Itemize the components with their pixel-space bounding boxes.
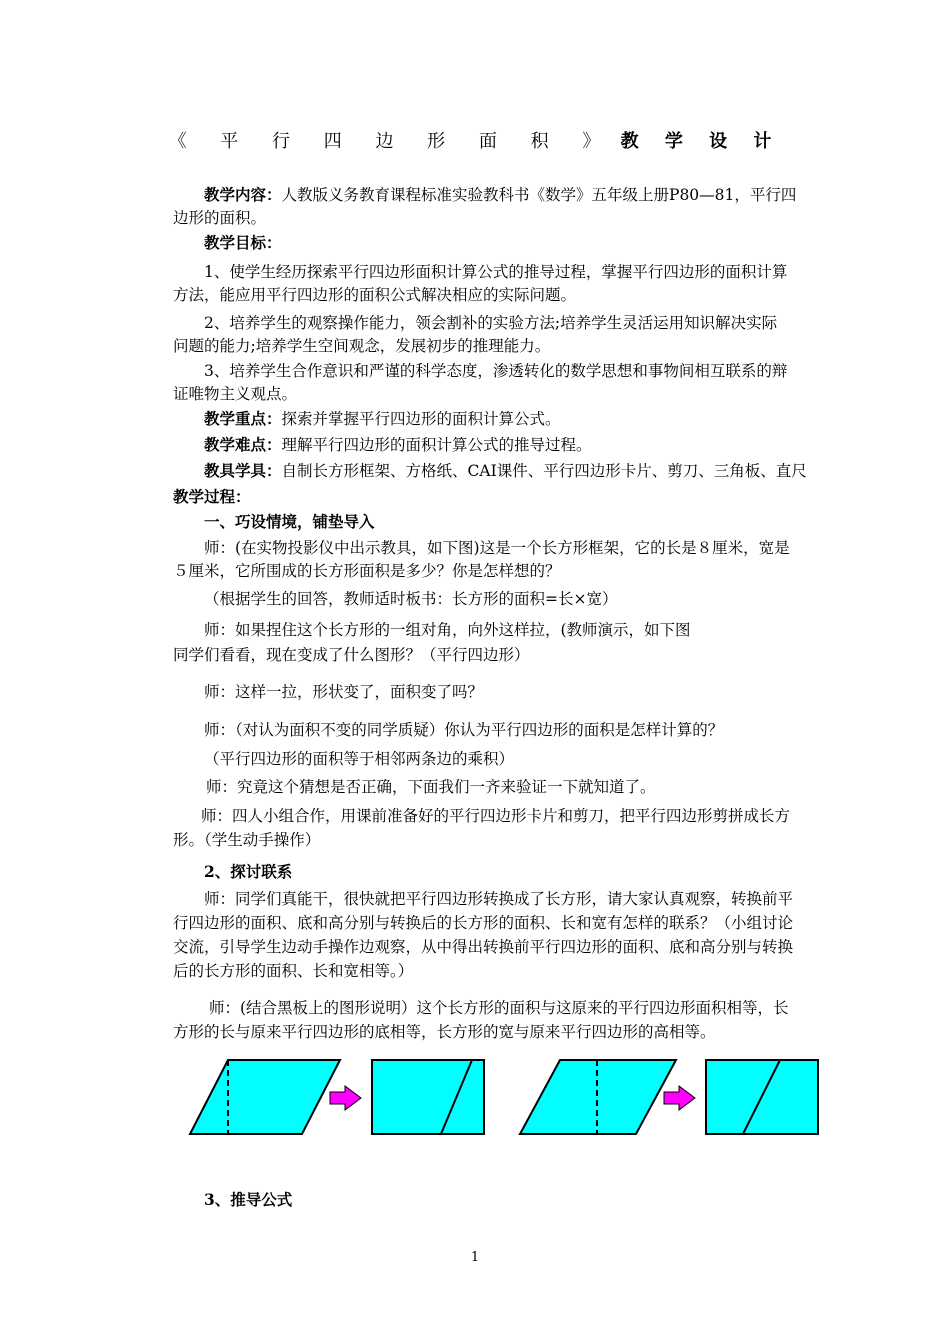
section-2-p1-line-2: 行四边形的面积、底和高分别与转换后的长方形的面积、长和宽有怎样的联系？（小组讨论	[173, 914, 794, 932]
content-line-1	[204, 185, 796, 205]
tools-text: 自制长方形框架、方格纸、CAI课件、平行四边形卡片、剪刀、三角板、直尺	[281, 462, 807, 480]
objective-3-line-2: 证唯物主义观点。	[173, 385, 298, 403]
process-heading: 教学过程：	[173, 487, 251, 506]
section-1-p2: （根据学生的回答，教师适时板书：长方形的面积=长×宽）	[204, 590, 618, 608]
section-1-p6: （平行四边形的面积等于相邻两条边的乘积）	[204, 750, 515, 768]
parallelogram-1	[190, 1060, 340, 1134]
objectives-heading: 教学目标：	[204, 233, 282, 252]
objective-1-line-2: 方法，能应用平行四边形的面积公式解决相应的实际问题。	[173, 286, 577, 304]
section-3-heading: 3、推导公式	[204, 1190, 293, 1209]
arrow-1	[330, 1086, 361, 1110]
section-1-p3-line-1: 师：如果捏住这个长方形的一组对角，向外这样拉，(教师演示，如下图	[204, 621, 691, 639]
difficulty	[204, 435, 592, 455]
objective-1-line-1: 1、使学生经历探索平行四边形面积计算公式的推导过程，掌握平行四边形的面积计算	[204, 263, 788, 281]
objective-2-line-2: 问题的能力;培养学生空间观念，发展初步的推理能力。	[173, 337, 551, 355]
section-1-p5: 师：（对认为面积不变的同学质疑）你认为平行四边形的面积是怎样计算的？	[204, 721, 724, 739]
section-2-p2-line-1: 师：(结合黑板上的图形说明）这个长方形的面积与这原来的平行四边形面积相等，长	[209, 999, 789, 1017]
key-point-label: 教学重点：	[204, 409, 282, 428]
content-line-2: 边形的面积。	[173, 209, 267, 227]
section-2-heading: 2、探讨联系	[204, 862, 293, 881]
arrow-2	[664, 1086, 695, 1110]
tools	[204, 461, 807, 481]
section-2-p1-line-4: 后的长方形的面积、长和宽相等。）	[173, 962, 414, 980]
objective-2-line-1: 2、培养学生的观察操作能力，领会割补的实验方法;培养学生灵活运用知识解决实际	[204, 314, 778, 332]
page-number: 1	[470, 1250, 480, 1265]
section-1-p3-line-2: 同学们看看，现在变成了什么图形？（平行四边形）	[173, 646, 530, 664]
key-point-text: 探索并掌握平行四边形的面积计算公式。	[281, 410, 561, 428]
tools-label: 教具学具：	[204, 461, 282, 480]
section-1-p1-line-1: 师：(在实物投影仪中出示教具，如下图)这是一个长方形框架，它的长是８厘米，宽是	[204, 539, 790, 557]
objective-3-line-1: 3、培养学生合作意识和严谨的科学态度，渗透转化的数学思想和事物间相互联系的辩	[204, 362, 788, 380]
section-2-p1-line-3: 交流，引导学生边动手操作边观察，从中得出转换前平行四边形的面积、底和高分别与转换	[173, 938, 794, 956]
section-1-p4: 师：这样一拉，形状变了，面积变了吗？	[204, 683, 484, 701]
title-suffix: 教 学 设 计	[620, 131, 782, 152]
section-1-p8-line-2: 形。（学生动手操作）	[173, 831, 321, 849]
title-main: 《 平 行 四 边 形 面 积 》	[168, 131, 615, 152]
section-1-p7: 师：究竟这个猜想是否正确，下面我们一齐来验证一下就知道了。	[206, 778, 656, 796]
section-1-heading: 一、巧设情境，铺垫导入	[204, 512, 375, 531]
key-point	[204, 409, 561, 429]
content-text: 人教版义务教育课程标准实验教科书《数学》五年级上册P80—81，平行四	[281, 186, 797, 204]
section-2-p1-line-1: 师：同学们真能干，很快就把平行四边形转换成了长方形，请大家认真观察，转换前平	[204, 890, 794, 908]
cut-and-paste-diagram	[0, 1058, 950, 1138]
page-title	[0, 127, 950, 153]
content-label: 教学内容：	[204, 185, 282, 204]
section-1-p8-line-1: 师：四人小组合作，用课前准备好的平行四边形卡片和剪刀，把平行四边形剪拼成长方	[201, 807, 791, 825]
difficulty-text: 理解平行四边形的面积计算公式的推导过程。	[281, 436, 592, 454]
section-2-p2-line-2: 方形的长与原来平行四边形的底相等，长方形的宽与原来平行四边形的高相等。	[173, 1023, 716, 1041]
difficulty-label: 教学难点：	[204, 435, 282, 454]
section-1-p1-line-2: ５厘米，它所围成的长方形面积是多少？你是怎样想的？	[173, 562, 561, 580]
